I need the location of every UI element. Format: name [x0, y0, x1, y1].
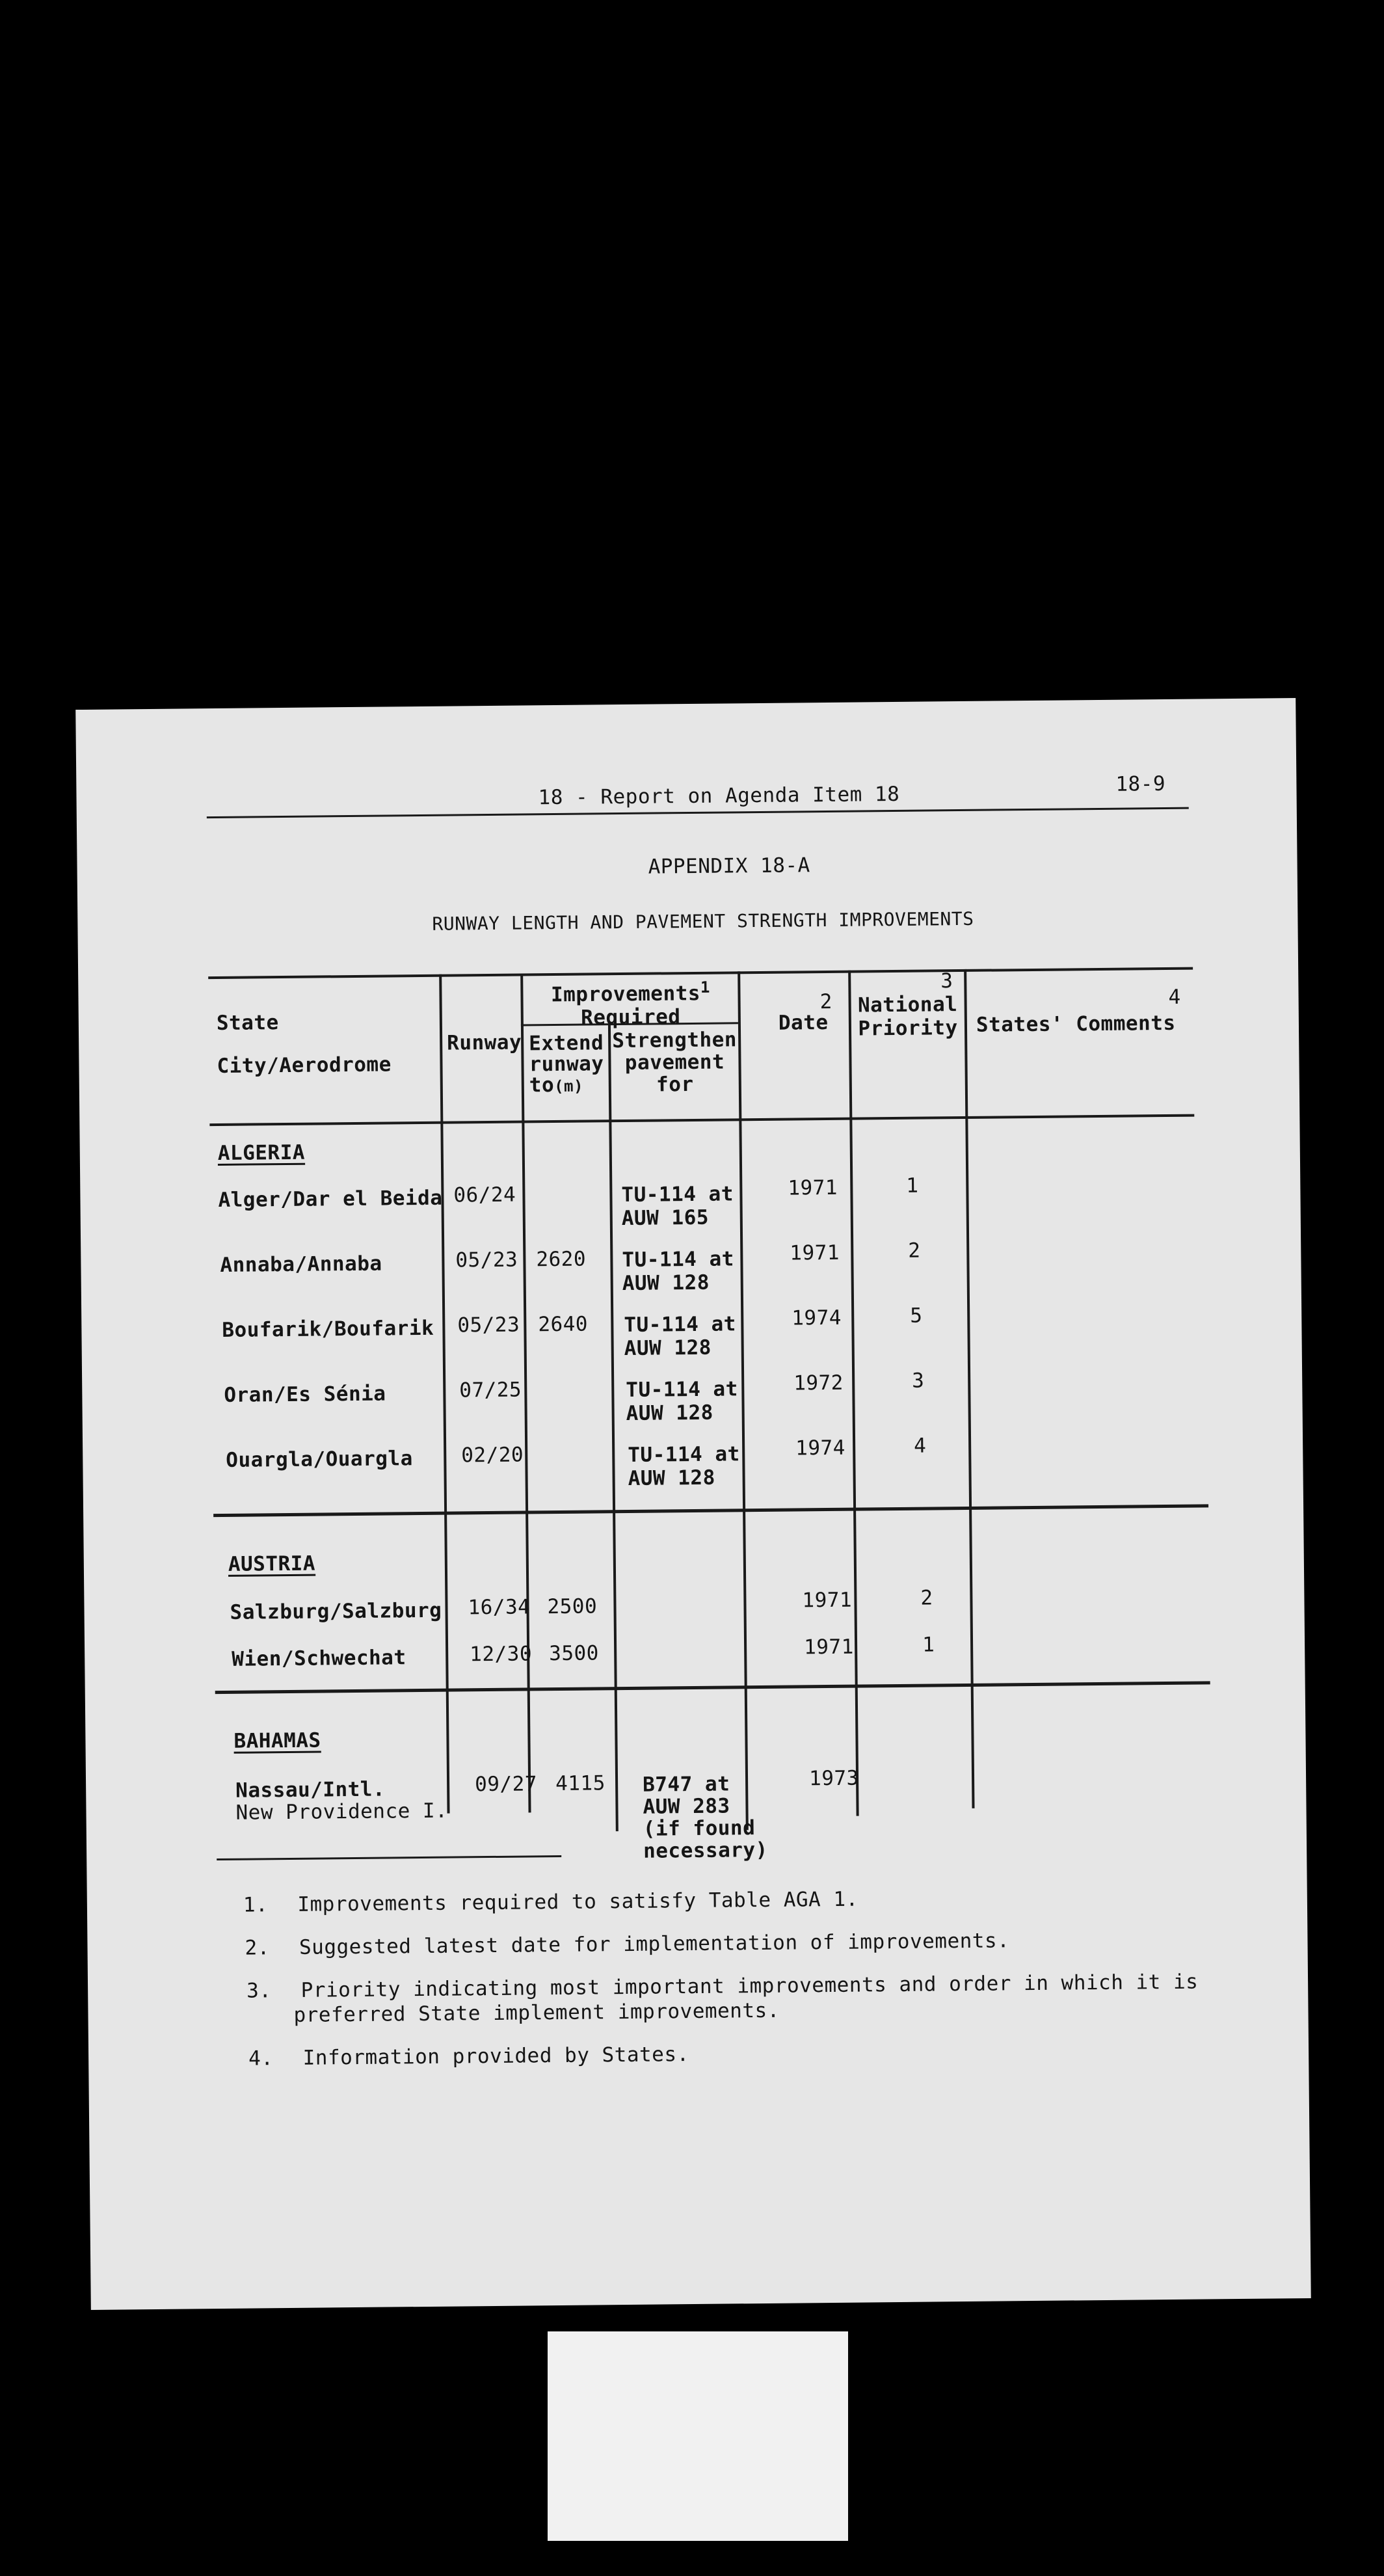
austria-row2-runway: 12/30 [470, 1642, 533, 1667]
austria-row1-city: Salzburg/Salzburg [230, 1598, 442, 1624]
bahamas-row1-strengthen-l4: necessary) [643, 1838, 768, 1863]
header-improvements-text: Improvements [550, 982, 701, 1007]
footnote-mark-2: 2 [819, 989, 832, 1014]
appendix-label: APPENDIX 18-A [648, 853, 810, 879]
bahamas-row1-city: Nassau/Intl. [235, 1777, 386, 1803]
algeria-row1-strengthen-l2: AUW 165 [621, 1205, 710, 1231]
algeria-row4-priority: 3 [912, 1369, 925, 1393]
austria-row2-date: 1971 [803, 1635, 854, 1659]
header-priority [851, 993, 965, 1041]
austria-row1-extend: 2500 [547, 1594, 598, 1619]
algeria-row2-date: 1971 [790, 1241, 840, 1265]
header-improvements-line1 [523, 978, 738, 1006]
algeria-row3-runway: 05/23 [457, 1313, 520, 1337]
algeria-row5-strengthen-l2: AUW 128 [628, 1466, 715, 1490]
footnote-4-text: Information provided by States. [302, 2043, 689, 2070]
algeria-row5-strengthen [628, 1442, 740, 1490]
footnote-3 [246, 1970, 1199, 2003]
header-extend [529, 1032, 604, 1097]
algeria-row5-date: 1974 [795, 1436, 846, 1460]
col-divider-priority [848, 971, 858, 1816]
bahamas-row1-date: 1973 [808, 1766, 859, 1791]
austria-row1-runway: 16/34 [468, 1595, 531, 1620]
table-header-rule [209, 1114, 1194, 1127]
footnote-3-text-l2: preferred State implement improvements. [293, 1998, 780, 2027]
header-improvements-line2: Required [580, 1005, 681, 1030]
austria-row2-city: Wien/Schwechat [232, 1646, 406, 1671]
algeria-row4-strengthen-l1: TU-114 at [626, 1377, 738, 1402]
austria-row1-date: 1971 [802, 1588, 853, 1613]
footnote-1-num: 1. [243, 1893, 269, 1917]
header-strengthen-l3: for [656, 1072, 694, 1097]
algeria-row4-strengthen-l2: AUW 128 [626, 1401, 713, 1425]
algeria-row4-city: Oran/Es Sénia [224, 1382, 386, 1407]
algeria-row3-date: 1974 [792, 1306, 842, 1330]
table-title: RUNWAY LENGTH AND PAVEMENT STRENGTH IMPROVEMENTS [432, 907, 974, 935]
algeria-row2-strengthen-l1: TU-114 at [622, 1247, 735, 1272]
page-number: 18-9 [1115, 771, 1166, 796]
footnote-rule [217, 1855, 561, 1860]
algeria-row1-city: Alger/Dar el Beida [218, 1186, 443, 1212]
header-extend-to: to [529, 1073, 555, 1097]
col-divider-strengthen [608, 1025, 619, 1831]
algeria-row2-runway: 05/23 [455, 1248, 518, 1272]
bahamas-row1-strengthen-l1: B747 at [642, 1772, 730, 1797]
report-header-title: 18 - Report on Agenda Item 18 [538, 782, 900, 810]
header-rule [207, 807, 1189, 818]
algeria-row5-strengthen-l1: TU-114 at [628, 1442, 740, 1467]
algeria-row2-strengthen [622, 1247, 734, 1295]
austria-row2-extend: 3500 [549, 1641, 600, 1666]
algeria-row3-extend: 2640 [538, 1312, 589, 1337]
col-divider-date [738, 971, 749, 1830]
algeria-row5-priority: 4 [913, 1434, 927, 1458]
algeria-row2-priority: 2 [908, 1239, 921, 1263]
header-extend-l3 [529, 1074, 604, 1097]
algeria-row2-city: Annaba/Annaba [220, 1252, 382, 1277]
algeria-row1-date: 1971 [788, 1175, 838, 1200]
austria-row2-priority: 1 [922, 1633, 935, 1657]
bahamas-row1-strengthen-l2: AUW 283 [643, 1794, 730, 1819]
bahamas-row1-city-l2: New Providence I. [235, 1799, 448, 1825]
footnote-4-num: 4. [248, 2046, 274, 2071]
header-states-comments: States' Comments [976, 1011, 1176, 1037]
section-bahamas: BAHAMAS [233, 1728, 321, 1753]
algeria-row3-strengthen-l2: AUW 128 [624, 1335, 712, 1361]
footnote-mark-4: 4 [1168, 985, 1181, 1009]
header-strengthen-l2: pavement [624, 1050, 725, 1075]
algeria-row4-date: 1972 [793, 1371, 844, 1395]
algeria-row3-strengthen [624, 1312, 736, 1360]
algeria-row4-strengthen [626, 1377, 738, 1425]
col-divider-runway [439, 974, 449, 1814]
header-runway: Runway [447, 1030, 522, 1055]
header-city-aerodrome: City/Aerodrome [217, 1053, 392, 1078]
header-extend-unit: (m) [554, 1077, 584, 1096]
header-strengthen-l1: Strengthen [612, 1028, 738, 1053]
bahamas-row1-strengthen [643, 1773, 768, 1862]
footnote-mark-1: 1 [700, 978, 710, 997]
bahamas-row1-runway: 09/27 [474, 1772, 538, 1797]
section-rule-austria [215, 1681, 1210, 1694]
algeria-row2-extend: 2620 [536, 1247, 587, 1272]
footnote-2-text: Suggested latest date for implementation of improvements. [299, 1929, 1010, 1959]
header-state: State [216, 1011, 279, 1036]
header-priority-l1: National [857, 993, 958, 1017]
algeria-row5-runway: 02/20 [461, 1443, 524, 1468]
algeria-row3-city: Boufarik/Boufarik [222, 1316, 434, 1342]
algeria-row3-priority: 5 [910, 1304, 923, 1328]
footnote-2-num: 2. [245, 1936, 271, 1960]
section-algeria: ALGERIA [217, 1140, 306, 1165]
bahamas-row1-strengthen-l3: (if found [643, 1816, 756, 1841]
header-improvements [523, 978, 738, 1030]
algeria-row2-strengthen-l2: AUW 128 [622, 1270, 710, 1296]
algeria-row4-runway: 07/25 [459, 1378, 522, 1402]
algeria-row1-runway: 06/24 [453, 1183, 516, 1207]
footnote-1-text: Improvements required to satisfy Table AGA 1. [297, 1887, 858, 1916]
section-austria: AUSTRIA [228, 1551, 316, 1576]
austria-row1-priority: 2 [920, 1586, 933, 1610]
header-priority-l2: Priority [858, 1016, 958, 1041]
bahamas-row1-extend: 4115 [555, 1771, 606, 1796]
section-rule-algeria [213, 1504, 1208, 1517]
algeria-row1-strengthen-l1: TU-114 at [621, 1182, 734, 1207]
col-divider-comments [964, 969, 974, 1808]
algeria-row1-strengthen [621, 1182, 734, 1230]
col-divider-extend [520, 973, 531, 1812]
header-strengthen [611, 1028, 739, 1096]
footnote-3-text-l1: Priority indicating most important improvements and order in which it is [300, 1970, 1199, 2002]
table-top-rule [208, 967, 1193, 980]
footnote-1 [243, 1888, 858, 1917]
header-extend-l2: runway [529, 1052, 604, 1077]
algeria-row1-priority: 1 [906, 1174, 919, 1198]
paper-slip [548, 2331, 848, 2541]
algeria-row5-city: Ouargla/Ouargla [226, 1447, 413, 1472]
algeria-row3-strengthen-l1: TU-114 at [624, 1312, 737, 1337]
footnote-4 [248, 2043, 689, 2071]
header-date: Date [778, 1010, 829, 1035]
footnote-mark-3: 3 [940, 969, 953, 993]
document-page [75, 698, 1311, 2310]
header-extend-l1: Extend [529, 1031, 604, 1056]
footnote-2 [245, 1929, 1009, 1959]
footnote-3-num: 3. [246, 1979, 272, 2003]
